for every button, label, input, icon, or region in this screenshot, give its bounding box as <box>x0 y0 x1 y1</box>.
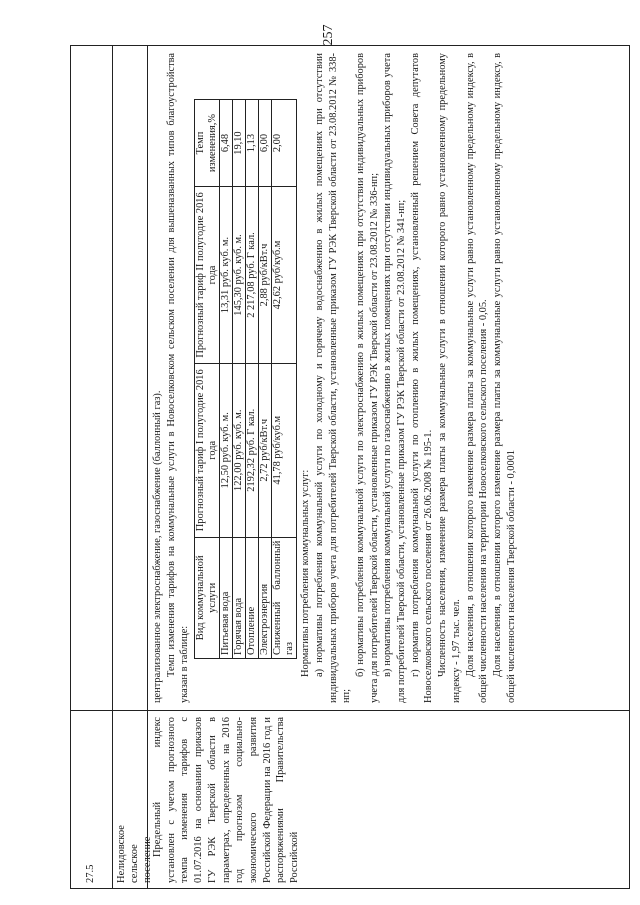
table-border-top <box>70 45 71 889</box>
lower-block-text: Предельный индекс установлен с учетом прогнозного темпа изменения тарифов с 01.07.2016 на основании приказов ГУ РЭК Тверской области в параметрах, определенных на 2016 год прогнозом социально-экономического развития Российской Федерации на 2016 год и распоряжениями Правительства Российской <box>152 717 301 883</box>
tariff-table <box>194 99 297 659</box>
table-cell: 19,10 <box>233 100 246 187</box>
table-border-right <box>70 45 630 46</box>
table-header-cell: Темп изменения,% <box>195 100 220 187</box>
rotated-document-table <box>70 45 630 889</box>
table-cell: 2 217,08 руб. Г кал. <box>246 187 259 364</box>
table-cell: 42,62 руб/куб.м <box>272 187 297 364</box>
share-text: Доля населения, в отношении которого изменение размера платы за коммунальные услуги равно установленному предельному индексу, в общей численности населения на территории Новоселковского сельского поселения - 0,05. <box>464 53 490 703</box>
share-text: Доля населения, в отношении которого изменение размера платы за коммунальные услуги равно установленному предельному индексу, в общей численности населения Тверской области - 0,0001 <box>491 53 517 703</box>
table-cell: 6,00 <box>259 100 272 187</box>
table-row <box>259 100 272 659</box>
table-row <box>233 100 246 659</box>
section-number: 27.5 <box>85 864 96 883</box>
norm-item: б) нормативы потребления коммунальной услуги по электроснабжению в жилых помещениях при отсутствии индивидуальных приборов учета для потребителей Тверской области, установленные приказом ГУ РЭК Тверской области от 23.08.2012 № 336-нп; <box>354 53 380 703</box>
table-cell: Электроэнергия <box>259 537 272 658</box>
table-cell: Питьевая вода <box>220 537 233 658</box>
table-cell: 2192,32 руб. Г кал. <box>246 363 259 537</box>
intro-text: централизованное электроснабжение, газоснабжение (баллонный газ). <box>152 390 163 703</box>
table-cell: Отопление <box>246 537 259 658</box>
table-header-cell: Прогнозный тариф II полугодие 2016 года <box>195 187 220 364</box>
table-cell: 2,00 <box>272 100 297 187</box>
norm-item: г) норматив потребления коммунальной услуги по отоплению в жилых помещениях, установленный решением Совета депутатов Новоселковского сельского поселения от 26.06.2008 № 195-1. <box>409 53 435 703</box>
table-row <box>220 100 233 659</box>
table-cell: 6,48 <box>220 100 233 187</box>
upper-block-text <box>151 53 518 703</box>
table-cell: 1,13 <box>246 100 259 187</box>
table-cell: Сниженный баллонный газ <box>272 537 297 658</box>
table-row <box>246 100 259 659</box>
table-cell: 122,00 руб. куб. м. <box>233 363 246 537</box>
population-text: Численность населения, изменение размера платы за коммунальные услуги в отношении которого равно установленному предельному индексу - 1,97 тыс. чел. <box>437 53 462 703</box>
intro-text-2: Темп изменения тарифов на коммунальные услуги в Новоселковском сельском поселении для вышеназванных типов благоустройства указан в таблице: <box>165 53 191 703</box>
table-border-bottom <box>629 45 630 889</box>
table-cell: 145,30 руб. куб. м. <box>233 187 246 364</box>
page-number: 257 <box>321 24 336 46</box>
table-header-cell: Прогнозный тариф I полугодие 2016 года <box>195 363 220 537</box>
norm-item: в) нормативы потребления коммунальной услуги по газоснабжению в жилых помещениях при отсутствии индивидуальных приборов учета для потребителей Тверской области, установленные приказом ГУ РЭК Тверской области от 23.08.2012 № 341-нп; <box>382 53 408 703</box>
table-cell: 2,72 руб/кВт.ч <box>259 363 272 537</box>
table-row-divider <box>70 710 630 711</box>
norm-item: а) нормативы потребления коммунальной услуги по холодному и горячему водоснабжению в жилых помещениях при отсутствии индивидуальных приборов учета для потребителей Тверской области, установленные приказом ГУ РЭК Тверской области от 23.08.2012 № 338-нп; <box>313 53 353 703</box>
table-cell: 13,31 руб. куб. м. <box>220 187 233 364</box>
table-cell: 12,50 руб. куб. м. <box>220 363 233 537</box>
section-name: Нелидовское сельское поселение <box>116 825 153 883</box>
table-header-row <box>195 100 220 659</box>
norms-title: Нормативы потребления коммунальных услуг: <box>300 469 312 677</box>
table-cell: Горячая вода <box>233 537 246 658</box>
table-header-cell: Вид коммунальной услуги <box>195 537 220 658</box>
table-cell: 41,78 руб/куб.м <box>272 363 297 537</box>
table-row <box>272 100 297 659</box>
table-row-divider <box>70 888 630 889</box>
table-column-divider <box>112 45 113 889</box>
table-cell: 2,88 руб/кВт.ч <box>259 187 272 364</box>
